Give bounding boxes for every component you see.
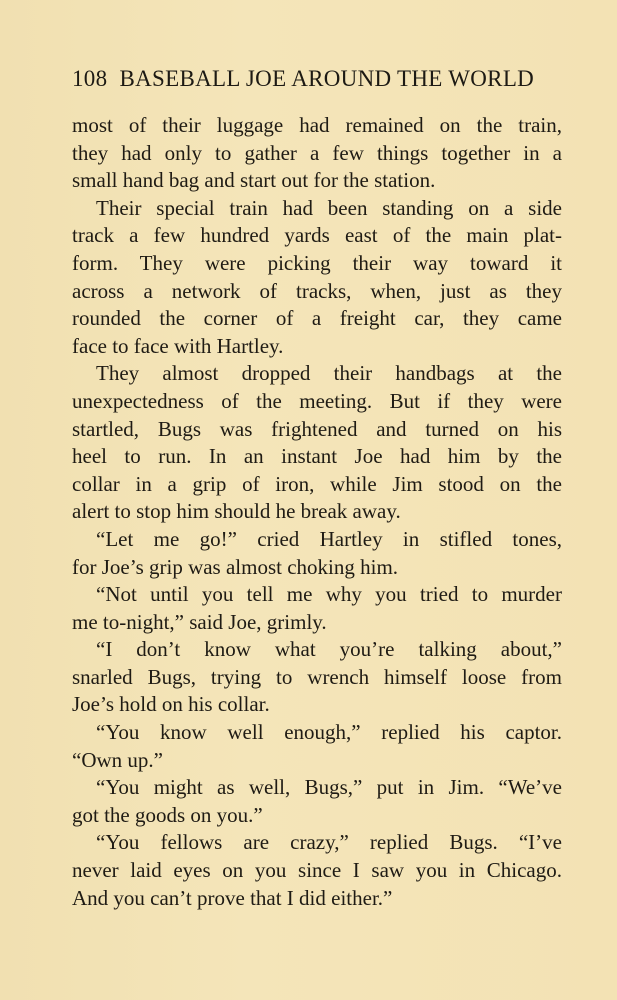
text-line: “Own up.” xyxy=(72,747,163,772)
paragraph xyxy=(72,829,562,912)
running-title: BASEBALL JOE AROUND THE WORLD xyxy=(119,66,535,91)
text-line: unexpectedness of the meeting. But if they were xyxy=(72,388,562,413)
text-line: they had only to gather a few things together in a xyxy=(72,140,562,165)
text-line: alert to stop him should he break away. xyxy=(72,499,401,524)
paragraph xyxy=(72,526,562,581)
body-text xyxy=(72,112,562,912)
text-line: “You fellows are crazy,” replied Bugs. “I’ve xyxy=(96,830,562,855)
text-line: face to face with Hartley. xyxy=(72,333,284,358)
text-line: “I don’t know what you’re talking about,” xyxy=(96,637,562,662)
text-line: snarled Bugs, trying to wrench himself loose from xyxy=(72,664,562,689)
text-line: “Let me go!” cried Hartley in stifled tones, xyxy=(96,526,562,551)
text-line: me to-night,” said Joe, grimly. xyxy=(72,609,327,634)
running-header xyxy=(72,66,547,96)
text-line: form. They were picking their way toward it xyxy=(72,250,562,275)
text-line: for Joe’s grip was almost choking him. xyxy=(72,554,399,579)
paragraph xyxy=(72,581,562,636)
text-line: “You know well enough,” replied his captor. xyxy=(96,720,562,745)
page-number: 108 xyxy=(72,66,108,91)
text-line: heel to run. In an instant Joe had him by the xyxy=(72,444,562,469)
text-line: startled, Bugs was frightened and turned on his xyxy=(72,416,562,441)
text-line: got the goods on you.” xyxy=(72,802,263,827)
text-line: “Not until you tell me why you tried to murder xyxy=(96,582,562,607)
text-line: never laid eyes on you since I saw you in Chicago. xyxy=(72,858,562,883)
text-line: And you can’t prove that I did either.” xyxy=(72,885,393,910)
text-line: collar in a grip of iron, while Jim stood on the xyxy=(72,471,562,496)
paragraph xyxy=(72,360,562,526)
text-line: They almost dropped their handbags at the xyxy=(96,361,562,386)
text-line: track a few hundred yards east of the main plat- xyxy=(72,223,562,248)
text-line: “You might as well, Bugs,” put in Jim. “We’ve xyxy=(96,775,562,800)
text-line: across a network of tracks, when, just as they xyxy=(72,278,562,303)
paragraph xyxy=(72,719,562,774)
text-line: Their special train had been standing on a side xyxy=(96,195,562,220)
text-line: small hand bag and start out for the station. xyxy=(72,168,436,193)
text-line: rounded the corner of a freight car, they came xyxy=(72,306,562,331)
paragraph xyxy=(72,774,562,829)
paragraph xyxy=(72,195,562,361)
paragraph xyxy=(72,112,562,195)
text-line: Joe’s hold on his collar. xyxy=(72,692,270,717)
text-line: most of their luggage had remained on the train, xyxy=(72,113,562,137)
paragraph xyxy=(72,636,562,719)
